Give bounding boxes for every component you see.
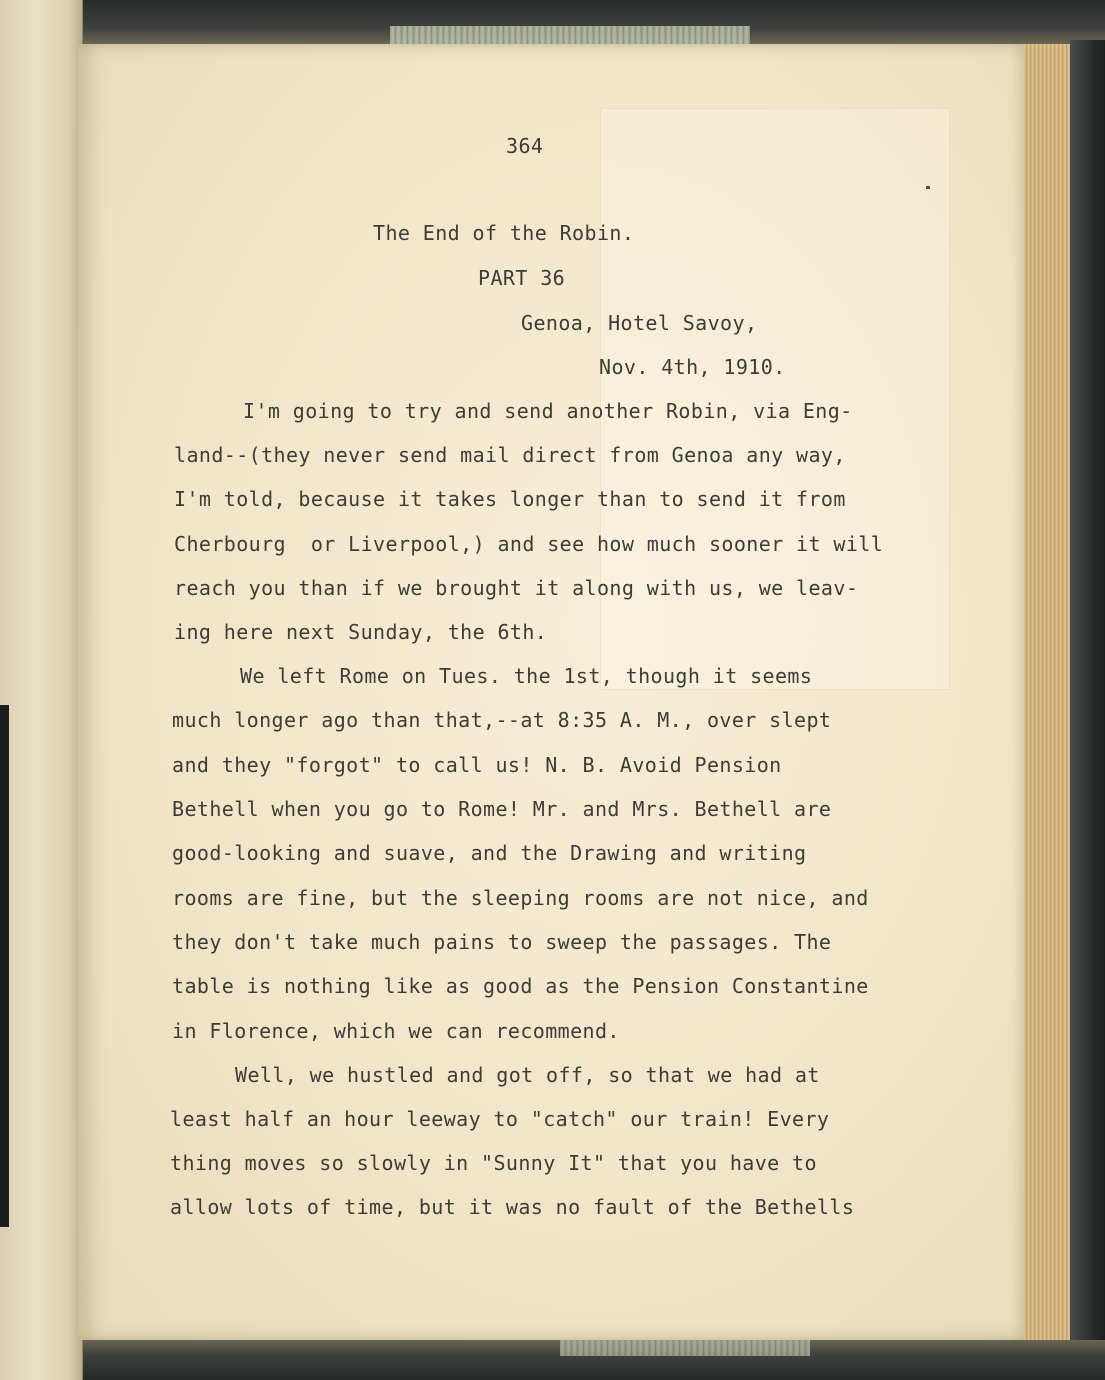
text-line: I'm going to try and send another Robin, via Eng-: [243, 399, 853, 423]
text-line: good-looking and suave, and the Drawing and writing: [172, 841, 807, 865]
text-line: Bethell when you go to Rome! Mr. and Mrs. Bethell are: [172, 797, 832, 821]
text-line: and they "forgot" to call us! N. B. Avoid Pension: [172, 753, 782, 777]
ink-speck: [926, 186, 930, 189]
text-line: land--(they never send mail direct from Genoa any way,: [174, 443, 846, 467]
binding-cloth-strip: [560, 1340, 810, 1356]
binding-cloth-strip: [390, 26, 750, 44]
text-line: ing here next Sunday, the 6th.: [174, 620, 548, 644]
text-line: table is nothing like as good as the Pension Constantine: [172, 974, 869, 998]
text-line: much longer ago than that,--at 8:35 A. M., over slept: [172, 708, 832, 732]
text-line: in Florence, which we can recommend.: [172, 1019, 620, 1043]
book-cover-board: [1070, 40, 1105, 1340]
text-line: rooms are fine, but the sleeping rooms are not nice, and: [172, 886, 869, 910]
text-line: Cherbourg or Liverpool,) and see how much sooner it will: [174, 532, 884, 556]
text-line: allow lots of time, but it was no fault of the Bethells: [170, 1195, 855, 1219]
page-tab: [0, 705, 9, 1227]
page-fore-edge: [1022, 44, 1071, 1340]
text-line: I'm told, because it takes longer than to send it from: [174, 487, 846, 511]
typed-page: [78, 44, 1024, 1340]
page-title: The End of the Robin.: [373, 221, 635, 245]
part-heading: PART 36: [478, 266, 566, 290]
text-line: We left Rome on Tues. the 1st, though it seems: [240, 664, 813, 688]
text-line: thing moves so slowly in "Sunny It" that you have to: [170, 1151, 817, 1175]
text-line: least half an hour leeway to "catch" our train! Every: [170, 1107, 830, 1131]
date-line: Nov. 4th, 1910.: [599, 355, 786, 379]
binding-bottom-edge: [60, 1338, 1105, 1380]
location-line: Genoa, Hotel Savoy,: [521, 311, 758, 335]
binding-top-edge: [60, 0, 1105, 46]
text-line: reach you than if we brought it along with us, we leav-: [174, 576, 859, 600]
previous-page-curl: [0, 0, 83, 1380]
text-line: Well, we hustled and got off, so that we had at: [235, 1063, 820, 1087]
page-number: 364: [506, 134, 544, 158]
text-line: they don't take much pains to sweep the passages. The: [172, 930, 832, 954]
